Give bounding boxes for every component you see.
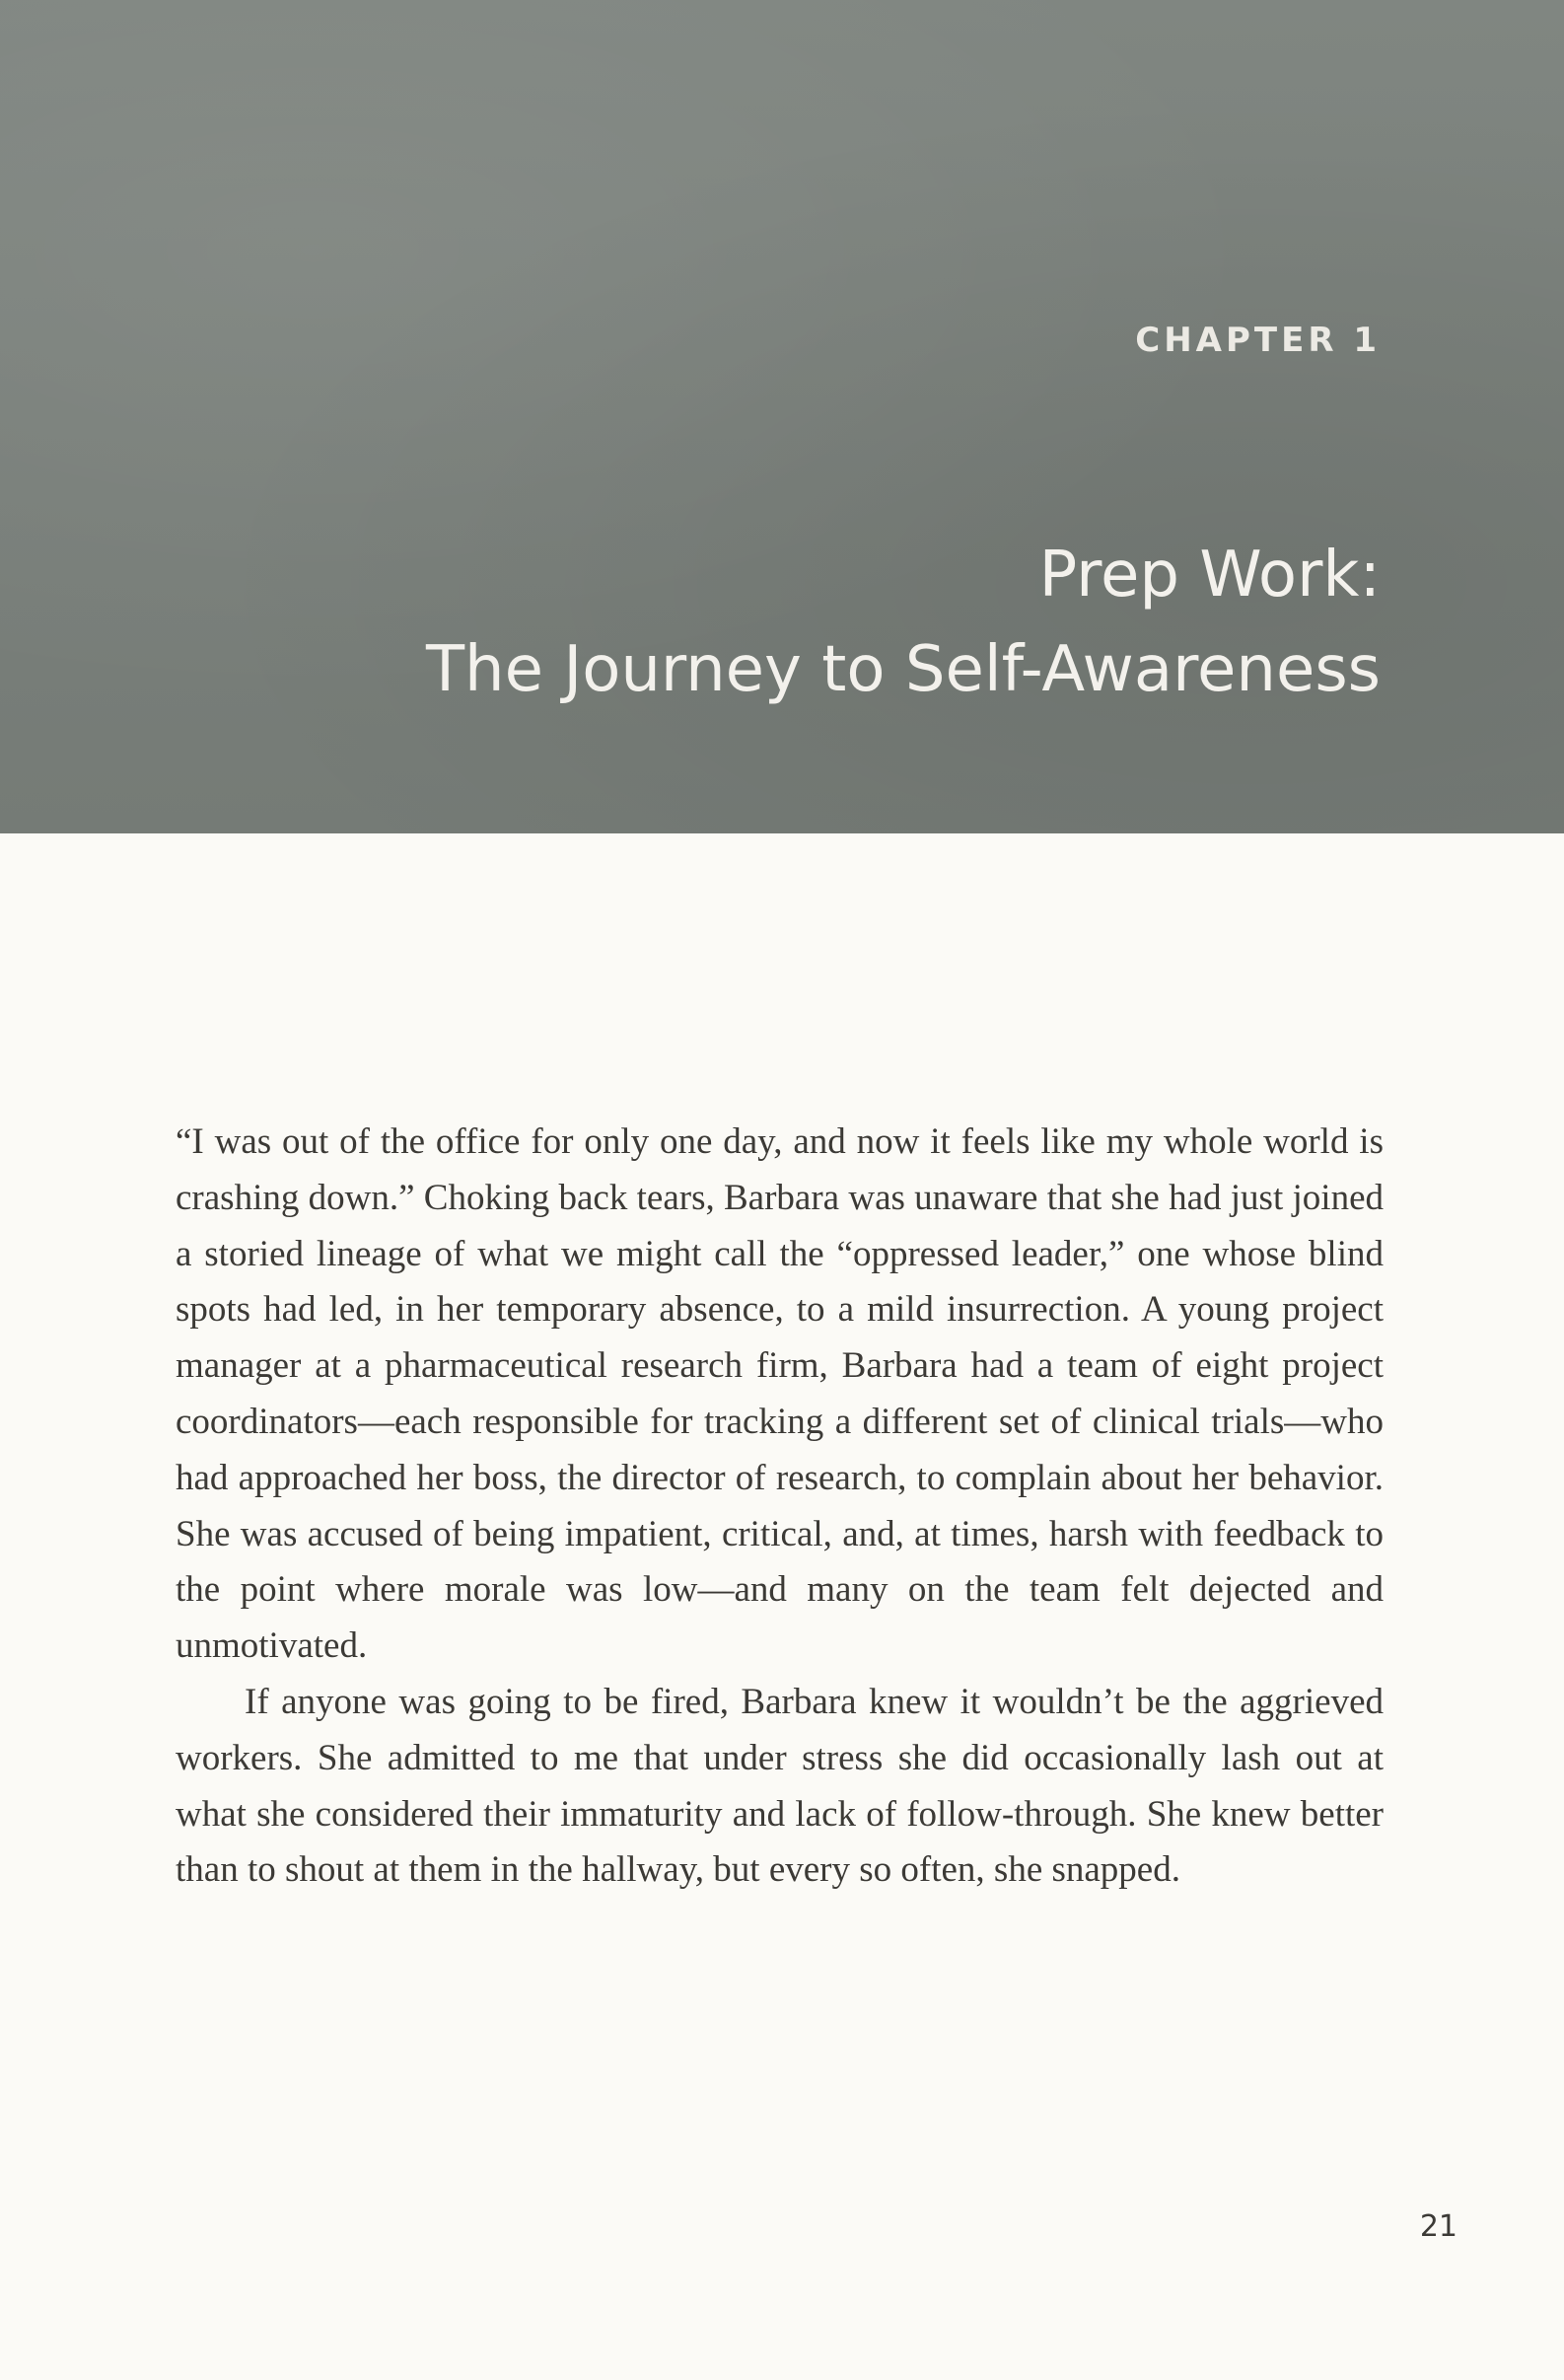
body-text <box>176 1115 1384 1899</box>
chapter-title-line-1: Prep Work: <box>1038 539 1381 612</box>
chapter-title <box>426 528 1381 717</box>
chapter-header-band <box>0 0 1564 833</box>
paragraph-1: “I was out of the office for only one day, and now it feels like my whole world is crashing down.” Choking back tears, Barbara was unaware that she had just joined a storied lineage of what we might call the “oppressed leader,” one whose blind spots had led, in her temporary absence, to a mild insurrection. A young project manager at a pharmaceutical research firm, Barbara had a team of eight project coordinators—each responsible for tracking a different set of clinical trials—who had approached her boss, the director of research, to complain about her behavior. She was accused of being impatient, critical, and, at times, harsh with feedback to the point where morale was low—and many on the team felt dejected and unmotivated. <box>176 1121 1384 1667</box>
chapter-label: CHAPTER 1 <box>1135 321 1381 360</box>
paragraph-2: If anyone was going to be fired, Barbara knew it wouldn’t be the aggrieved workers. She admitted to me that under stress she did occasionally lash out at what she considered their immaturity and lack of follow-through. She knew better than to shout at them in the hallway, but every so often, she snapped. <box>176 1681 1384 1891</box>
chapter-title-line-2: The Journey to Self-Awareness <box>425 633 1381 706</box>
page-number: 21 <box>1419 2209 1457 2244</box>
